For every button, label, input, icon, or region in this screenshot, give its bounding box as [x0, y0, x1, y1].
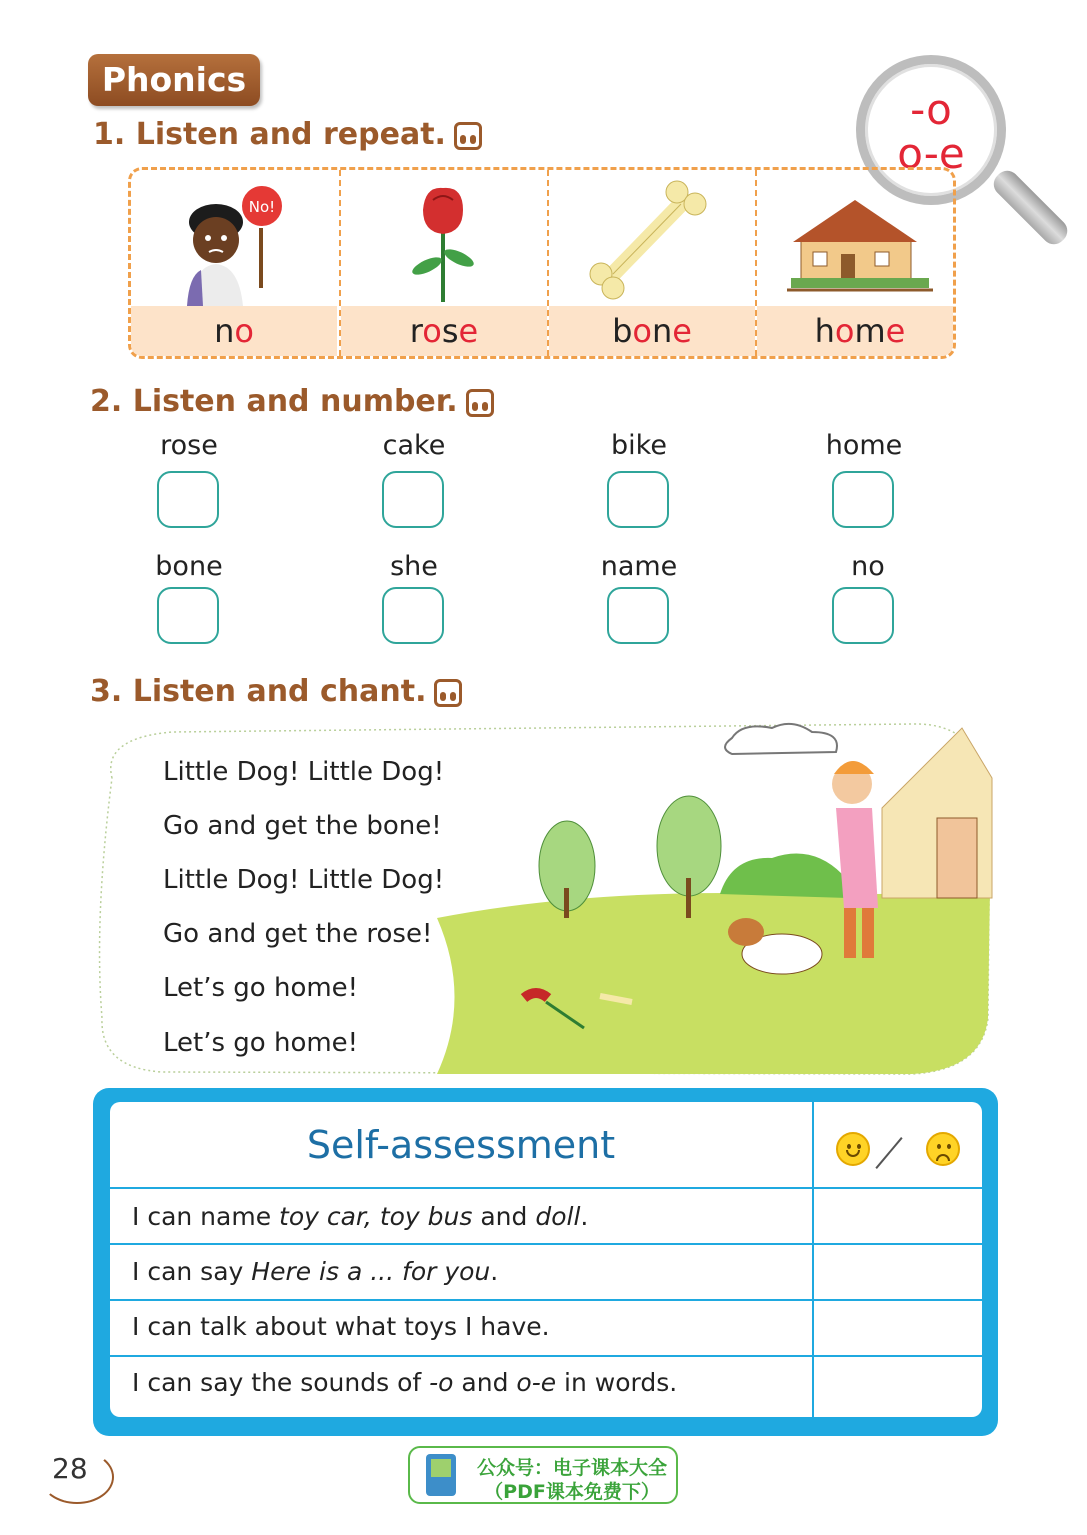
number-box-bike[interactable] [607, 471, 669, 528]
word-card-no [131, 170, 337, 356]
magnifier-line1: -o [910, 85, 952, 134]
exercise2-title-text: 2. Listen and number. [90, 384, 458, 419]
number-box-name[interactable] [607, 587, 669, 644]
rating-cell-4[interactable] [814, 1357, 982, 1415]
rose-illustration [341, 170, 547, 306]
rating-cell-3[interactable] [814, 1301, 982, 1355]
word-no: no [131, 306, 337, 356]
number-box-cake[interactable] [382, 471, 444, 528]
assessment-text-1: I can name toy car, toy bus and doll. [132, 1202, 589, 1231]
chant-line-5: Let’s go home! [163, 973, 359, 1003]
number-word-cake: cake [382, 430, 446, 461]
assessment-text-2: I can say Here is a ... for you. [132, 1257, 499, 1286]
sad-face-icon [926, 1132, 960, 1166]
chant-line-6: Let’s go home! [163, 1028, 359, 1058]
self-assessment-title: Self-assessment [306, 1123, 616, 1167]
book-icon [426, 1454, 456, 1496]
number-box-she[interactable] [382, 587, 444, 644]
assessment-text-3: I can talk about what toys I have. [132, 1312, 550, 1341]
magnifier-handle [989, 166, 1072, 249]
number-box-bone[interactable] [157, 587, 219, 644]
number-word-rose: rose [160, 430, 218, 461]
number-word-no: no [851, 551, 885, 582]
smiley-face-icon [836, 1132, 870, 1166]
chant-line-2: Go and get the bone! [163, 811, 442, 841]
word-card-rose [339, 170, 547, 356]
exercise2-title [90, 384, 494, 419]
chant-line-1: Little Dog! Little Dog! [163, 757, 445, 787]
word-card-bone [547, 170, 755, 356]
word-rose: rose [341, 306, 547, 356]
house-illustration [757, 170, 956, 306]
page-number: 28 [52, 1452, 88, 1485]
chant-line-4: Go and get the rose! [163, 919, 433, 949]
number-word-home: home [825, 430, 903, 461]
exercise1-title-text: 1. Listen and repeat. [93, 117, 446, 152]
exercise3-title [90, 674, 462, 709]
bone-illustration [549, 170, 755, 306]
headphones-icon [454, 122, 482, 150]
assessment-text-4: I can say the sounds of -o and o-e in words. [132, 1368, 678, 1397]
watermark-line2: （PDF课本免费下） [484, 1481, 660, 1503]
slash-divider [875, 1137, 902, 1169]
number-word-bone: bone [155, 551, 223, 582]
number-box-home[interactable] [832, 471, 894, 528]
watermark-badge [408, 1446, 678, 1504]
headphones-icon [434, 679, 462, 707]
rating-header [812, 1102, 982, 1188]
listen-repeat-panel [128, 167, 956, 359]
number-word-she: she [390, 551, 438, 582]
exercise1-title [93, 117, 482, 152]
word-card-home [755, 170, 956, 356]
rating-cell-1[interactable] [814, 1189, 982, 1243]
watermark-line1: 公众号：电子课本大全 [476, 1457, 667, 1479]
exercise3-title-text: 3. Listen and chant. [90, 674, 427, 709]
number-word-name: name [600, 551, 678, 582]
chant-line-3: Little Dog! Little Dog! [163, 865, 445, 895]
word-bone: bone [549, 306, 755, 356]
stop-sign-text: No! [248, 198, 276, 216]
phonics-tag: Phonics [88, 54, 260, 106]
rating-cell-2[interactable] [814, 1245, 982, 1299]
word-home: home [757, 306, 956, 356]
magnifier-line2: o-e [897, 129, 965, 178]
boy-stop-sign-illustration [131, 170, 337, 306]
number-box-no[interactable] [832, 587, 894, 644]
self-assessment-table [110, 1102, 982, 1417]
number-box-rose[interactable] [157, 471, 219, 528]
number-word-bike: bike [611, 430, 667, 461]
headphones-icon [466, 389, 494, 417]
